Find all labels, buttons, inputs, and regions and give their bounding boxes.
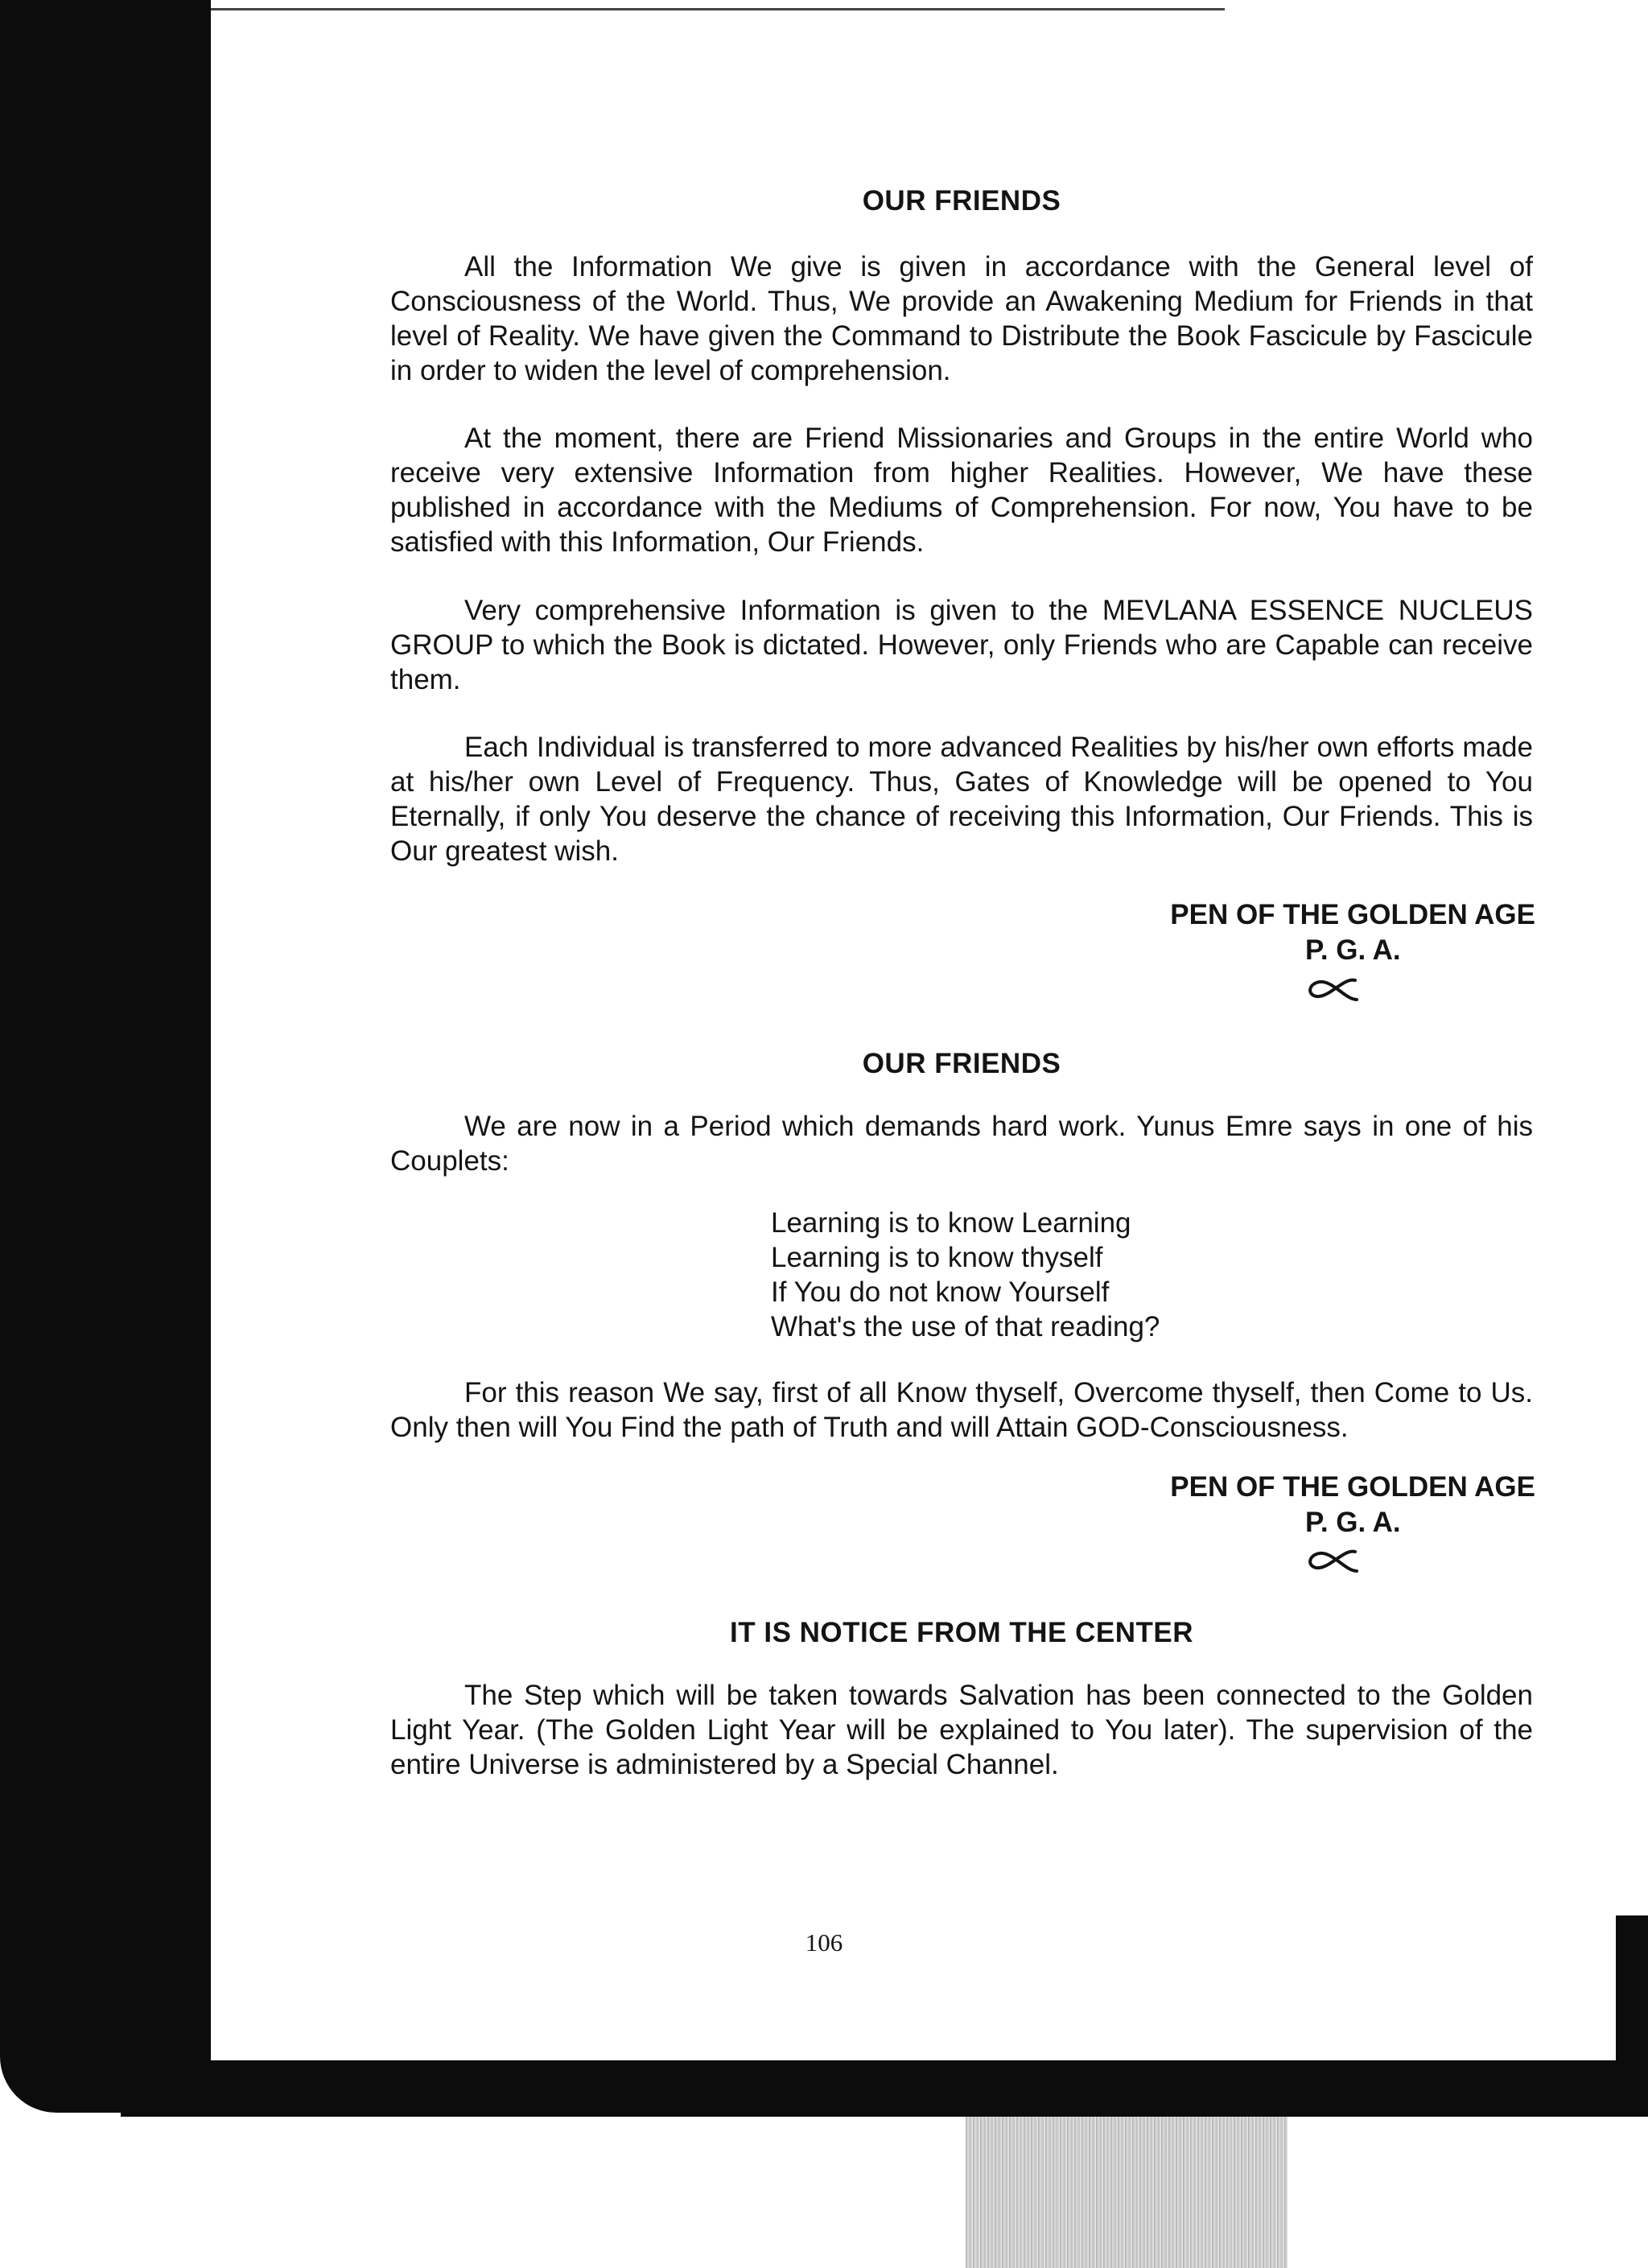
paragraph: The Step which will be taken towards Salvation has been connected to the Golden Light Year. (The Golden Light Year will be explained to You later). The supervision of the entire Universe is administered by a Special Channel. <box>390 1680 1533 1780</box>
poem-line: What's the use of that reading? <box>771 1311 1160 1342</box>
section-heading-our-friends-1: OUR FRIENDS <box>862 185 1061 216</box>
paragraph: For this reason We say, first of all Know thyself, Overcome thyself, then Come to Us. Only then will You Find the path of Truth and will Attain GOD-Consciousness. <box>390 1377 1533 1443</box>
section-heading-notice-from-center: IT IS NOTICE FROM THE CENTER <box>730 1617 1193 1648</box>
poem <box>771 1206 1160 1344</box>
signature-pen-of-golden-age: PEN OF THE GOLDEN AGE <box>1170 899 1535 930</box>
poem-line: Learning is to know thyself <box>771 1242 1103 1273</box>
signature-abbreviation: P. G. A. <box>1305 1507 1401 1538</box>
scan-border-bottom <box>121 2060 1648 2117</box>
page-number: 106 <box>805 1928 843 1957</box>
signature-pen-of-golden-age: PEN OF THE GOLDEN AGE <box>1170 1471 1535 1503</box>
paragraph: Each Individual is transferred to more advanced Realities by his/her own efforts made at his/her own Level of Frequency. Thus, Gates of Knowledge will be opened to You Eternally, if only You deserve the chance of receiving this Information, Our Friends. This is Our greatest wish. <box>390 732 1533 867</box>
scan-top-edge <box>211 8 1225 10</box>
infinity-icon <box>1305 974 1370 1006</box>
section-heading-our-friends-2: OUR FRIENDS <box>862 1048 1061 1079</box>
paragraph: At the moment, there are Friend Missionaries and Groups in the entire World who receive very extensive Information from higher Realities. However, We have these published in accordance with the Mediums of Comprehension. For now, You have to be satisfied with this Information, Our Friends. <box>390 423 1533 558</box>
paragraph: We are now in a Period which demands hard work. Yunus Emre says in one of his Couplets: <box>390 1111 1533 1177</box>
poem-line: Learning is to know Learning <box>771 1207 1131 1239</box>
poem-line: If You do not know Yourself <box>771 1276 1110 1308</box>
infinity-icon <box>1305 1545 1370 1577</box>
paragraph: Very comprehensive Information is given to the MEVLANA ESSENCE NUCLEUS GROUP to which the Book is dictated. However, only Friends who are Capable can receive them. <box>390 595 1533 695</box>
signature-abbreviation: P. G. A. <box>1305 934 1401 966</box>
scan-border-left <box>0 0 211 2113</box>
scan-noise <box>966 2117 1288 2268</box>
paragraph: All the Information We give is given in accordance with the General level of Consciousness of the World. Thus, We provide an Awakening Medium for Friends in that level of Reality. We have given the Command to Distribute the Book Fascicule by Fascicule in order to widen the level of comprehension. <box>390 251 1533 386</box>
